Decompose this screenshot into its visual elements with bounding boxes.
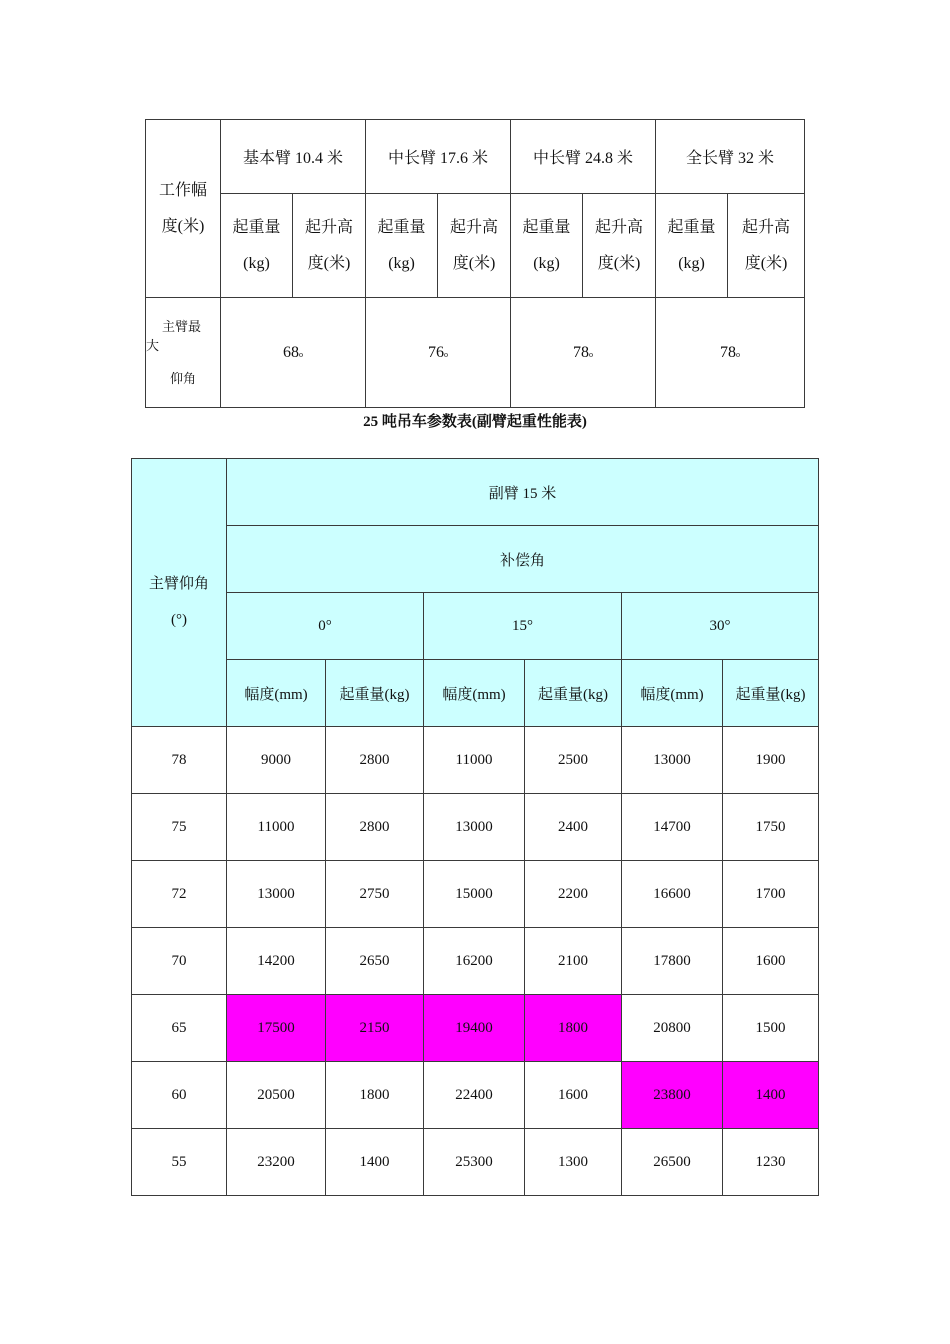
table-cell: 11000 xyxy=(424,727,525,794)
sub-header-line: 起重量 xyxy=(377,218,426,236)
table-cell: 70 xyxy=(132,928,227,995)
table-cell: 1750 xyxy=(723,794,819,861)
table-cell: 14700 xyxy=(622,794,723,861)
sub-header-line: 度(米) xyxy=(744,254,788,272)
max-angle-number: 68 xyxy=(283,343,299,361)
sub-header-line: 度(米) xyxy=(597,254,641,272)
sub-header-height xyxy=(438,194,511,298)
table-caption: 25 吨吊车参数表(副臂起重性能表) xyxy=(363,414,587,430)
sub-header-height xyxy=(583,194,656,298)
sub-header-line: (kg) xyxy=(388,254,415,272)
degree-mark: o xyxy=(444,349,449,359)
sub-header-line: 起重量 xyxy=(232,218,281,236)
table-cell: 2650 xyxy=(326,928,424,995)
col-header-radius: 幅度(mm) xyxy=(424,660,525,727)
table-cell-highlighted: 19400 xyxy=(424,995,525,1062)
table-cell-highlighted: 23800 xyxy=(622,1062,723,1129)
max-angle-value xyxy=(656,298,805,408)
table-cell: 60 xyxy=(132,1062,227,1129)
table-cell: 17800 xyxy=(622,928,723,995)
table-cell: 78 xyxy=(132,727,227,794)
table-row xyxy=(132,1062,819,1129)
max-angle-number: 78 xyxy=(573,343,590,361)
boom-header-full: 全长臂 32 米 xyxy=(656,120,805,194)
table-cell: 13000 xyxy=(424,794,525,861)
table-cell: 26500 xyxy=(622,1129,723,1196)
table-cell: 2100 xyxy=(525,928,622,995)
sub-header-load xyxy=(656,194,728,298)
table-cell: 15000 xyxy=(424,861,525,928)
max-angle-number: 76 xyxy=(428,343,445,361)
col-header-radius: 幅度(mm) xyxy=(622,660,723,727)
table-cell: 9000 xyxy=(227,727,326,794)
table-cell: 2500 xyxy=(525,727,622,794)
max-angle-label xyxy=(146,298,221,408)
max-angle-value xyxy=(511,298,656,408)
sub-header-load xyxy=(511,194,583,298)
table-cell: 11000 xyxy=(227,794,326,861)
table-cell: 22400 xyxy=(424,1062,525,1129)
sub-header-line: (kg) xyxy=(533,254,560,272)
boom-header-mid1: 中长臂 17.6 米 xyxy=(366,120,511,194)
sub-header-line: 起重量 xyxy=(522,218,571,236)
sub-header-line: 起升高 xyxy=(305,218,354,236)
table-row xyxy=(132,727,819,794)
jib-load-table xyxy=(131,458,819,1196)
table-cell: 1900 xyxy=(723,727,819,794)
table-cell: 55 xyxy=(132,1129,227,1196)
sub-header-line: (kg) xyxy=(678,254,705,272)
table-cell: 1300 xyxy=(525,1129,622,1196)
table-row xyxy=(132,928,819,995)
main-boom-angle-label: 主臂仰角 xyxy=(148,576,209,592)
sub-header-line: 度(米) xyxy=(307,254,351,272)
max-angle-label-line: 大 xyxy=(146,338,160,353)
table-cell-highlighted: 17500 xyxy=(227,995,326,1062)
table-cell: 2800 xyxy=(326,794,424,861)
table-cell: 1800 xyxy=(326,1062,424,1129)
table-cell: 16600 xyxy=(622,861,723,928)
sub-header-line: 起升高 xyxy=(595,218,644,236)
sub-header-line: 起升高 xyxy=(742,218,791,236)
degree-mark: o xyxy=(589,349,594,359)
table-cell: 1500 xyxy=(723,995,819,1062)
table-cell: 13000 xyxy=(622,727,723,794)
col-header-load: 起重量(kg) xyxy=(723,660,819,727)
compensation-angle-header: 补偿角 xyxy=(227,526,819,593)
col-header-load: 起重量(kg) xyxy=(326,660,424,727)
main-boom-angle-header xyxy=(132,459,227,727)
sub-header-height xyxy=(728,194,805,298)
table-cell: 25300 xyxy=(424,1129,525,1196)
table-cell-highlighted: 1400 xyxy=(723,1062,819,1129)
table-cell: 23200 xyxy=(227,1129,326,1196)
sub-header-height xyxy=(293,194,366,298)
working-radius-label-line1: 工作幅 xyxy=(158,181,207,199)
comp-angle-30: 30° xyxy=(622,593,819,660)
max-angle-label-line: 主臂最 xyxy=(162,319,202,334)
degree-mark: o xyxy=(736,349,741,359)
table-cell: 65 xyxy=(132,995,227,1062)
sub-header-line: 起升高 xyxy=(450,218,499,236)
working-radius-label-line2: 度(米) xyxy=(161,217,205,235)
table-row xyxy=(132,794,819,861)
jib-length-header: 副臂 15 米 xyxy=(227,459,819,526)
boom-header-basic: 基本臂 10.4 米 xyxy=(221,120,366,194)
table-cell: 1400 xyxy=(326,1129,424,1196)
table-cell: 1600 xyxy=(525,1062,622,1129)
max-angle-label-line: 仰角 xyxy=(170,371,197,386)
col-header-load: 起重量(kg) xyxy=(525,660,622,727)
degree-mark: o xyxy=(299,349,303,359)
table-cell: 2750 xyxy=(326,861,424,928)
boom-header-mid2: 中长臂 24.8 米 xyxy=(511,120,656,194)
max-angle-number: 78 xyxy=(720,343,737,361)
sub-header-line: 度(米) xyxy=(452,254,496,272)
table-cell: 14200 xyxy=(227,928,326,995)
boom-table xyxy=(145,119,805,408)
table-cell: 1230 xyxy=(723,1129,819,1196)
max-angle-value xyxy=(366,298,511,408)
table-cell: 1600 xyxy=(723,928,819,995)
table-row xyxy=(132,861,819,928)
table-cell: 72 xyxy=(132,861,227,928)
table-cell: 20800 xyxy=(622,995,723,1062)
table-cell: 20500 xyxy=(227,1062,326,1129)
col-header-radius: 幅度(mm) xyxy=(227,660,326,727)
comp-angle-0: 0° xyxy=(227,593,424,660)
table-cell: 1700 xyxy=(723,861,819,928)
working-radius-header xyxy=(146,120,221,298)
table-cell: 13000 xyxy=(227,861,326,928)
table-cell: 75 xyxy=(132,794,227,861)
sub-header-line: (kg) xyxy=(243,254,270,272)
table-cell-highlighted: 1800 xyxy=(525,995,622,1062)
comp-angle-15: 15° xyxy=(424,593,622,660)
table-cell: 2400 xyxy=(525,794,622,861)
main-boom-angle-unit: (°) xyxy=(171,612,187,628)
table-cell: 2800 xyxy=(326,727,424,794)
table-row xyxy=(132,1129,819,1196)
sub-header-load xyxy=(366,194,438,298)
max-angle-value xyxy=(221,298,366,408)
table-row xyxy=(132,995,819,1062)
sub-header-load xyxy=(221,194,293,298)
table-cell: 16200 xyxy=(424,928,525,995)
table-cell: 2200 xyxy=(525,861,622,928)
sub-header-line: 起重量 xyxy=(667,218,716,236)
table-cell-highlighted: 2150 xyxy=(326,995,424,1062)
